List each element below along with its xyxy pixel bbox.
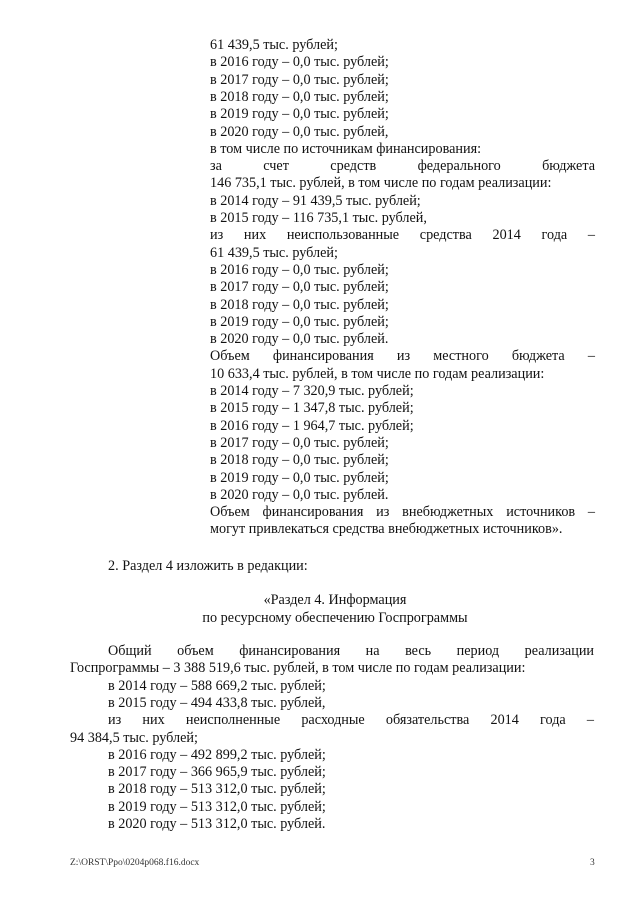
text-line: в 2020 году – 0,0 тыс. рублей. [210, 486, 389, 503]
text-line: в 2020 году – 0,0 тыс. рублей. [210, 331, 389, 348]
text-line: в 2017 году – 366 965,9 тыс. рублей; [108, 764, 326, 781]
section-title-line2: по ресурсному обеспечению Госпрограммы [202, 610, 468, 626]
text-line: в 2018 году – 0,0 тыс. рублей; [210, 452, 389, 469]
text-line: 61 439,5 тыс. рублей; [210, 37, 338, 53]
text-line: в 2015 году – 1 347,8 тыс. рублей; [210, 400, 414, 417]
text-line: в 2019 году – 513 312,0 тыс. рублей; [108, 798, 326, 815]
text-line: 146 735,1 тыс. рублей, в том числе по годам реализации: [210, 175, 552, 192]
text-line: в 2016 году – 1 964,7 тыс. рублей; [210, 417, 414, 434]
text-line-justified: из них неисполненные расходные обязательства 2014 года – [108, 712, 594, 729]
text-line-justified: Объем финансирования из местного бюджета – [210, 348, 595, 365]
text-line: в 2016 году – 492 899,2 тыс. рублей; [108, 746, 326, 763]
text-line: в 2018 году – 513 312,0 тыс. рублей; [108, 781, 326, 798]
text-line-justified: Общий объем финансирования на весь период реализации [108, 643, 594, 659]
text-line: в 2017 году – 0,0 тыс. рублей; [210, 71, 389, 88]
section-title-line1: «Раздел 4. Информация [263, 592, 407, 608]
text-line: в 2019 году – 0,0 тыс. рублей; [210, 469, 389, 486]
text-line: 94 384,5 тыс. рублей; [70, 729, 198, 746]
text-line: в 2015 году – 494 433,8 тыс. рублей, [108, 694, 326, 711]
text-line: в 2016 году – 0,0 тыс. рублей; [210, 261, 389, 278]
text-line: в 2018 году – 0,0 тыс. рублей; [210, 296, 389, 313]
text-line-justified: из них неиспользованные средства 2014 года – [210, 227, 595, 244]
text-line: в 2017 году – 0,0 тыс. рублей; [210, 279, 389, 296]
text-line: в 2016 году – 0,0 тыс. рублей; [210, 54, 389, 71]
footer-file-path: Z:\ORST\Ppo\0204p068.f16.docx [70, 858, 200, 868]
text-line: 61 439,5 тыс. рублей; [210, 244, 338, 261]
text-line: в 2020 году – 0,0 тыс. рублей, [210, 123, 389, 140]
text-line: в 2019 году – 0,0 тыс. рублей; [210, 106, 389, 123]
text-line: могут привлекаться средства внебюджетных источников». [210, 521, 563, 538]
text-line: в 2020 году – 513 312,0 тыс. рублей. [108, 816, 326, 832]
text-line-justified: Объем финансирования из внебюджетных источников – [210, 504, 595, 521]
item-2-heading: 2. Раздел 4 изложить в редакции: [108, 558, 308, 574]
text-line: в 2019 году – 0,0 тыс. рублей; [210, 313, 389, 330]
text-line: Госпрограммы – 3 388 519,6 тыс. рублей, в том числе по годам реализации: [70, 660, 526, 677]
page-number: 3 [590, 858, 595, 868]
text-line: в 2015 году – 116 735,1 тыс. рублей, [210, 210, 427, 226]
text-line: в 2014 году – 91 439,5 тыс. рублей; [210, 192, 421, 209]
text-line: в 2017 году – 0,0 тыс. рублей; [210, 434, 389, 451]
text-line: в 2018 году – 0,0 тыс. рублей; [210, 88, 389, 105]
text-line-justified: за счет средств федерального бюджета [210, 158, 595, 175]
text-line: в 2014 году – 7 320,9 тыс. рублей; [210, 383, 414, 399]
text-line: в том числе по источникам финансирования: [210, 140, 482, 157]
text-line: в 2014 году – 588 669,2 тыс. рублей; [108, 677, 326, 694]
text-line: 10 633,4 тыс. рублей, в том числе по годам реализации: [210, 365, 545, 382]
